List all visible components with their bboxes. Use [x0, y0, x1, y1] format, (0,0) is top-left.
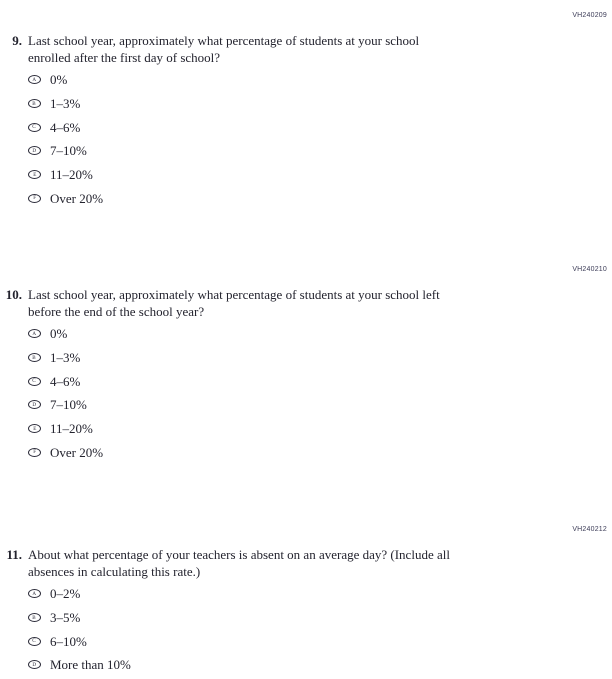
question-code: VH240210 [572, 266, 607, 273]
question-text [28, 32, 419, 66]
question-text-line: Last school year, approximately what percentage of students at your school left [28, 287, 440, 302]
answer-bubble[interactable] [28, 123, 41, 132]
question-code: VH240212 [572, 526, 607, 533]
options-group [28, 322, 612, 464]
option-row [28, 393, 612, 417]
option-row [28, 417, 612, 441]
option-row [28, 68, 612, 92]
option-label: More than 10% [50, 657, 131, 673]
answer-bubble[interactable] [28, 448, 41, 457]
question-number: 10. [5, 287, 22, 302]
answer-bubble[interactable] [28, 75, 41, 84]
options-group [28, 68, 612, 210]
question-row [0, 32, 612, 66]
bubble-letter: E [32, 172, 37, 178]
bubble-letter: A [32, 77, 37, 83]
option-label: 11–20% [50, 167, 93, 183]
option-label: 3–5% [50, 610, 81, 626]
bubble-letter: D [32, 148, 37, 154]
bubble-letter: B [32, 100, 37, 107]
option-label: 6–10% [50, 633, 87, 649]
question-row [0, 286, 612, 320]
question-text [28, 546, 450, 580]
bubble-letter: C [32, 124, 37, 130]
option-label: 0% [50, 326, 68, 342]
option-row [28, 346, 612, 370]
question-text-line: enrolled after the first day of school? [28, 50, 221, 65]
bubble-letter: C [32, 638, 37, 644]
bubble-letter: B [32, 354, 37, 361]
answer-bubble[interactable] [28, 660, 41, 669]
answer-bubble[interactable] [28, 377, 41, 386]
bubble-letter: D [32, 662, 37, 668]
option-row [28, 163, 612, 187]
question-number: 9. [12, 33, 22, 48]
question-block-11 [0, 526, 612, 677]
option-row [28, 92, 612, 116]
bubble-letter: D [32, 402, 37, 408]
question-text [28, 286, 440, 320]
answer-bubble[interactable] [28, 637, 41, 646]
option-label: 1–3% [50, 350, 81, 366]
answer-bubble[interactable] [28, 400, 41, 409]
question-text-line: before the end of the school year? [28, 304, 205, 319]
option-label: 7–10% [50, 397, 87, 413]
bubble-letter: F [33, 195, 36, 201]
option-label: 0% [50, 72, 68, 88]
answer-bubble[interactable] [28, 589, 41, 598]
option-row [28, 139, 612, 163]
question-number: 11. [6, 547, 22, 562]
bubble-letter: A [32, 331, 37, 337]
option-label: Over 20% [50, 190, 104, 206]
option-label: 7–10% [50, 143, 87, 159]
bubble-letter: B [32, 614, 37, 621]
answer-bubble[interactable] [28, 194, 41, 203]
option-row [28, 653, 612, 677]
option-label: 1–3% [50, 96, 81, 112]
option-row [28, 440, 612, 464]
options-group [28, 582, 612, 677]
bubble-letter: C [32, 378, 37, 384]
question-row [0, 546, 612, 580]
option-row [28, 582, 612, 606]
question-text-line: About what percentage of your teachers is absent on an average day? (Include all [28, 547, 450, 562]
option-label: 4–6% [50, 373, 81, 389]
answer-bubble[interactable] [28, 329, 41, 338]
answer-bubble[interactable] [28, 99, 41, 108]
answer-bubble[interactable] [28, 353, 41, 362]
option-row [28, 186, 612, 210]
answer-bubble[interactable] [28, 146, 41, 155]
option-row [28, 115, 612, 139]
option-row [28, 322, 612, 346]
answer-bubble[interactable] [28, 424, 41, 433]
option-label: 11–20% [50, 421, 93, 437]
bubble-letter: A [32, 591, 37, 597]
question-text-line: absences in calculating this rate.) [28, 564, 201, 579]
question-block-9 [0, 12, 612, 210]
question-block-10 [0, 266, 612, 464]
question-text-line: Last school year, approximately what percentage of students at your school [28, 33, 420, 48]
question-code: VH240209 [572, 12, 607, 19]
option-label: 4–6% [50, 119, 81, 135]
bubble-letter: F [33, 449, 36, 455]
answer-bubble[interactable] [28, 613, 41, 622]
answer-bubble[interactable] [28, 170, 41, 179]
option-row [28, 369, 612, 393]
option-row [28, 629, 612, 653]
option-label: 0–2% [50, 586, 81, 602]
option-label: Over 20% [50, 444, 104, 460]
option-row [28, 606, 612, 630]
bubble-letter: E [32, 426, 37, 432]
